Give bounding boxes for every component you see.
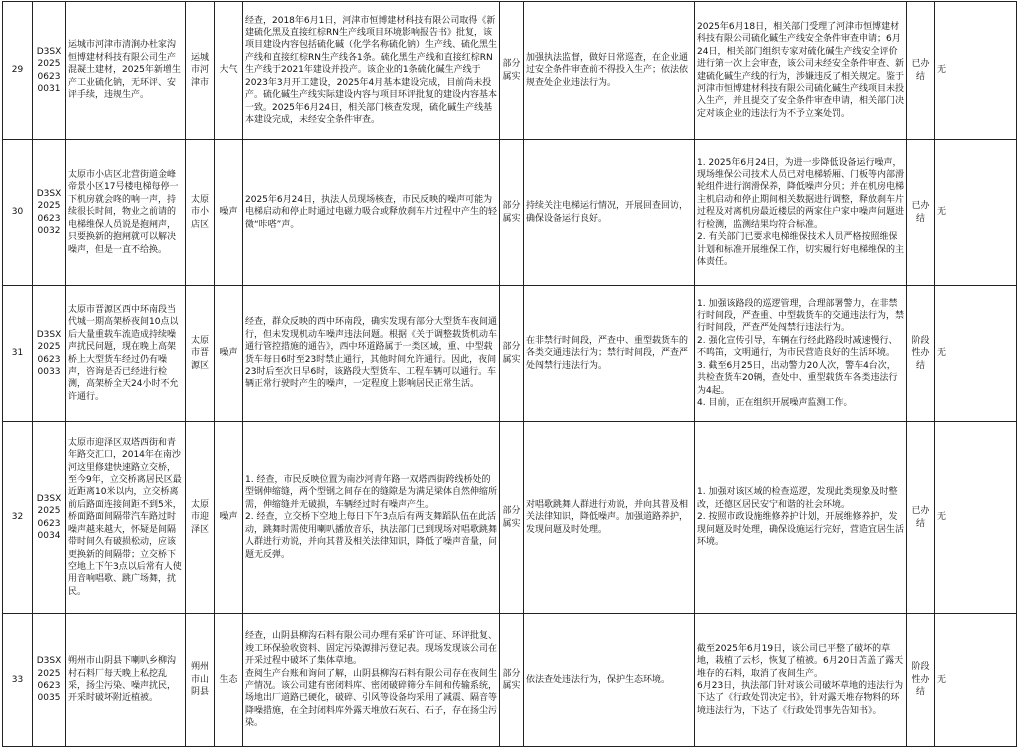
handling-measures: 加强执法监督，做好日常巡查，在企业通过安全条件审查前不得投入生产；依法依规查处企业违法行为。 xyxy=(524,2,695,140)
result-paragraph: 1. 2025年6月24日，为进一步降低设备运行噪声，现场维保公司技术人员已对电梯轿厢、门板等内部滑轮组件进行润滑保养，降低噪声分贝；并在机房电梯主机启动和停止期间相关数据进行调整，释放刹车片过程及对离机房最近楼层的两家住户家中噪声问题进行检测，监测结果均符合标准。 xyxy=(697,157,905,230)
case-code: D3SX202506230032 xyxy=(33,140,66,286)
row-number: 32 xyxy=(3,422,33,614)
handling-measures: 对唱歌跳舞人群进行劝说，并向其普及相关法律知识，降低噪声。加强道路养护，发现问题及时处理。 xyxy=(524,422,695,614)
check-paragraph: 1. 经查，市民反映位置为南沙河青年路一双塔西街跨线桥处的型钢伸缩缝，两个型钢之间存在的缝隙是为满足梁体自然伸缩所需，伸缩缝并无破损，车辆经过时有噪声产生。 xyxy=(245,475,498,510)
complaint-content: 运城市河津市清涧办杜家沟恒博建材科技有限公司生产混凝土建材，2025年新增生产工业硫化钠，无环评、安评手续，违规生产。 xyxy=(66,2,186,140)
investigation-result xyxy=(243,422,500,614)
pollution-type: 噪声 xyxy=(215,140,243,286)
completion-status: 已办结 xyxy=(907,140,935,286)
investigation-result: 2025年6月24日，执法人员现场核查，市民反映的噪声可能为电梯启动和停止时通过电磁力吸合或释放刹车片过程中产生的轻微“咔嗒”声。 xyxy=(243,140,500,286)
completion-status: 已办结 xyxy=(907,2,935,140)
accountability: 无 xyxy=(935,140,1017,286)
table-row xyxy=(3,286,1017,422)
handling-measures: 持续关注电梯运行情况，开展回查回访，确保设备运行良好。 xyxy=(524,140,695,286)
complaint-table xyxy=(2,1,1017,747)
administrative-area: 朔州市山阴县 xyxy=(186,614,215,747)
table-row xyxy=(3,422,1017,614)
administrative-area: 太原市晋源区 xyxy=(186,286,215,422)
row-number: 29 xyxy=(3,2,33,140)
completion-status: 阶段性办结 xyxy=(907,614,935,747)
result-paragraph: 2. 强化宣传引导，车辆在行经此路段时减速慢行、不鸣笛，文明通行，为市民营造良好的生活环境。 xyxy=(697,335,898,359)
case-code: D3SX202506230033 xyxy=(33,286,66,422)
administrative-area: 太原市小店区 xyxy=(186,140,215,286)
complaint-content: 朔州市山阴县下喇叭乡柳沟村石料厂每天晚上私挖乱采，扬尘污染、噪声扰民，开采时破坏附近植被。 xyxy=(66,614,186,747)
table-row xyxy=(3,2,1017,140)
complaint-content: 太原市小店区北营街道金峰帝景小区17号楼电梯每停一下机房就会咚的响一声，持续很长时间，物业之前请的电梯维保人员说是抱闸声，只要换新的抱闸就可以解决噪声，但是一直不给换。 xyxy=(66,140,186,286)
completion-status: 阶段性办结 xyxy=(907,286,935,422)
result-paragraph: 截至2025年6月19日，该公司已平整了破坏的草地，栽植了云杉，恢复了植被。6月20日苫盖了露天堆存的石料，取消了夜间生产。 xyxy=(697,643,904,679)
administrative-area: 运城市河津市 xyxy=(186,2,215,140)
result-paragraph: 3. 截至6月25日，出动警力20人次，警车4台次，共检查货车20辆，查处中、重型载货车各类违法行为4起。 xyxy=(697,360,898,396)
verdict: 部分属实 xyxy=(500,614,524,747)
verdict: 部分属实 xyxy=(500,140,524,286)
result-paragraph: 4. 目前，正在组织开展噪声监测工作。 xyxy=(697,397,853,408)
result-paragraph: 2. 有关部门已要求电梯维保技术人员严格按照维保计划和标准开展维保工作，切实履行好电梯维保的主体责任。 xyxy=(697,232,905,267)
check-paragraph: 2. 经查，立交桥下空地上每日下午3点后有两支舞蹈队伍在此活动，跳舞时需使用喇叭播放音乐，执法部门已到现场对唱歌跳舞人群进行劝说，并向其普及相关法律知识，降低了噪声音量，问题无反弹。 xyxy=(245,512,498,560)
complaint-content: 太原市迎泽区双塔西街和青年路交汇口，2014年在南沙河这里修建快速路立交桥，至今9年，立交桥离居民区最近距离10米以内，立交桥离前后路面连接间距不到5米，桥面路面间隔带汽车路过时噪声越来越大，怀疑是间隔带时间久有破损松动，应该更换新的间隔带；立交桥下空地上下午3点以后常有人使用音响唱歌、跳广场舞，扰民。 xyxy=(66,422,186,614)
accountability: 无 xyxy=(935,2,1017,140)
pollution-type: 生态 xyxy=(215,614,243,747)
accountability: 无 xyxy=(935,422,1017,614)
check-paragraph: 查阅生产台账和询问了解，山阴县柳沟石料有限公司存在夜间生产情况。该公司建有密闭料库、密闭破碎筛分车间和传输系统，场地出厂道路已硬化，破碎、引风等设备均采用了减震、隔音等降噪措施，在全封闭料库外露天堆放石灰石、石子，存在扬尘污染。 xyxy=(245,668,498,729)
rectification-status xyxy=(695,422,907,614)
verdict: 部分属实 xyxy=(500,2,524,140)
result-paragraph: 2. 按照市政设施维修养护计划，开展维修养护，发现问题及时处理，确保设施运行完好，营造宜居生活环境。 xyxy=(697,512,905,548)
handling-measures: 依法查处违法行为，保护生态环境。 xyxy=(524,614,695,747)
check-paragraph: 经查，山阴县柳沟石料有限公司办理有采矿许可证、环评批复、竣工环保验收资料、固定污染源排污登记表。现场发现该公司在开采过程中破坏了集体草地。 xyxy=(245,631,498,667)
rectification-status: 2025年6月18日，相关部门受理了河津市恒博建材科技有限公司硫化碱生产线安全条件审查申请；6月24日，相关部门组织专家对硫化碱生产线安全评价进行第一次上会审查，该公司未经安全条件审查、新建硫化碱生产线的行为，涉嫌违反了相关规定。鉴于河津市恒博建材科技有限公司硫化碱生产线项目未投入生产，并且提交了安全条件审查申请，相关部门决定对该企业的违法行为不予立案处罚。 xyxy=(695,2,907,140)
row-number: 31 xyxy=(3,286,33,422)
administrative-area: 太原市迎泽区 xyxy=(186,422,215,614)
table-row xyxy=(3,140,1017,286)
verdict: 部分属实 xyxy=(500,422,524,614)
pollution-type: 噪声 xyxy=(215,422,243,614)
table-row xyxy=(3,614,1017,747)
result-paragraph: 1. 加强对该区域的检查巡逻，发现此类现象及时整改，还德区居民安宁和谐的社会环境。 xyxy=(697,487,898,510)
result-paragraph: 1. 加强该路段的巡逻管理，合理部署警力，在非禁行时间段，严查重、中型载货车的交通违法行为，禁行时间段，严查严处闯禁行违法行为。 xyxy=(697,298,905,334)
row-number: 30 xyxy=(3,140,33,286)
rectification-status xyxy=(695,614,907,747)
handling-measures: 在非禁行时间段，严查中、重型载货车的各类交通违法行为；禁行时间段，严查严处闯禁行违法行为。 xyxy=(524,286,695,422)
investigation-result xyxy=(243,614,500,747)
accountability: 无 xyxy=(935,614,1017,747)
case-code: D3SX202506230035 xyxy=(33,614,66,747)
row-number: 33 xyxy=(3,614,33,747)
result-paragraph: 6月23日，执法部门针对该公司破坏草地的违法行为下达了《行政处罚决定书》，针对露天堆存物料的环境违法行为，下达了《行政处罚事先告知书》。 xyxy=(697,681,904,716)
investigation-result: 经查，群众反映的西中环南段，确实发现有部分大型货车夜间通行，但未发现机动车噪声违法问题。根据《关于调整载货机动车通行管控措施的通告》，西中环道路属于一类区域，重、中型载货车每日6时至23时禁止通行，其他时间允许通行。因此，夜间23时后至次日早6时，该路段大型货车、工程车辆可以通行。车辆正常行驶时产生的噪声，一定程度上影响居民正常生活。 xyxy=(243,286,500,422)
case-code: D3SX202506230031 xyxy=(33,2,66,140)
investigation-result: 经查，2018年6月1日，河津市恒博建材科技有限公司取得《新建硫化黑及直接红棕RN生产线项目环境影响报告书》批复，该项目建设内容包括硫化碱（化学名称硫化钠）生产线、硫化黑生产线和直接红棕RN生产线各1条。硫化黑生产线和直接红棕RN生产线于2021年建设并投产。该企业的1条硫化碱生产线于2023年3月开工建设，2025年4月基本建设完成，目前尚未投产。硫化碱生产线实际建设内容与项目环评批复的建设内容基本一致。2025年6月24日，相关部门核查发现，硫化碱生产线基本建设完成，未经安全条件审查。 xyxy=(243,2,500,140)
pollution-type: 大气 xyxy=(215,2,243,140)
complaint-content: 太原市晋源区西中环南段当代城一期高架桥夜间10点以后大量重载车流造成持续噪声扰民问题，现在晚上高架桥上大型货车经过仍有噪声，咨询是否已经进行检测，高架桥全天24小时不允许通行。 xyxy=(66,286,186,422)
pollution-type: 噪声 xyxy=(215,286,243,422)
rectification-status xyxy=(695,286,907,422)
accountability: 无 xyxy=(935,286,1017,422)
verdict: 部分属实 xyxy=(500,286,524,422)
rectification-status xyxy=(695,140,907,286)
completion-status: 已办结 xyxy=(907,422,935,614)
case-code: D3SX202506230034 xyxy=(33,422,66,614)
